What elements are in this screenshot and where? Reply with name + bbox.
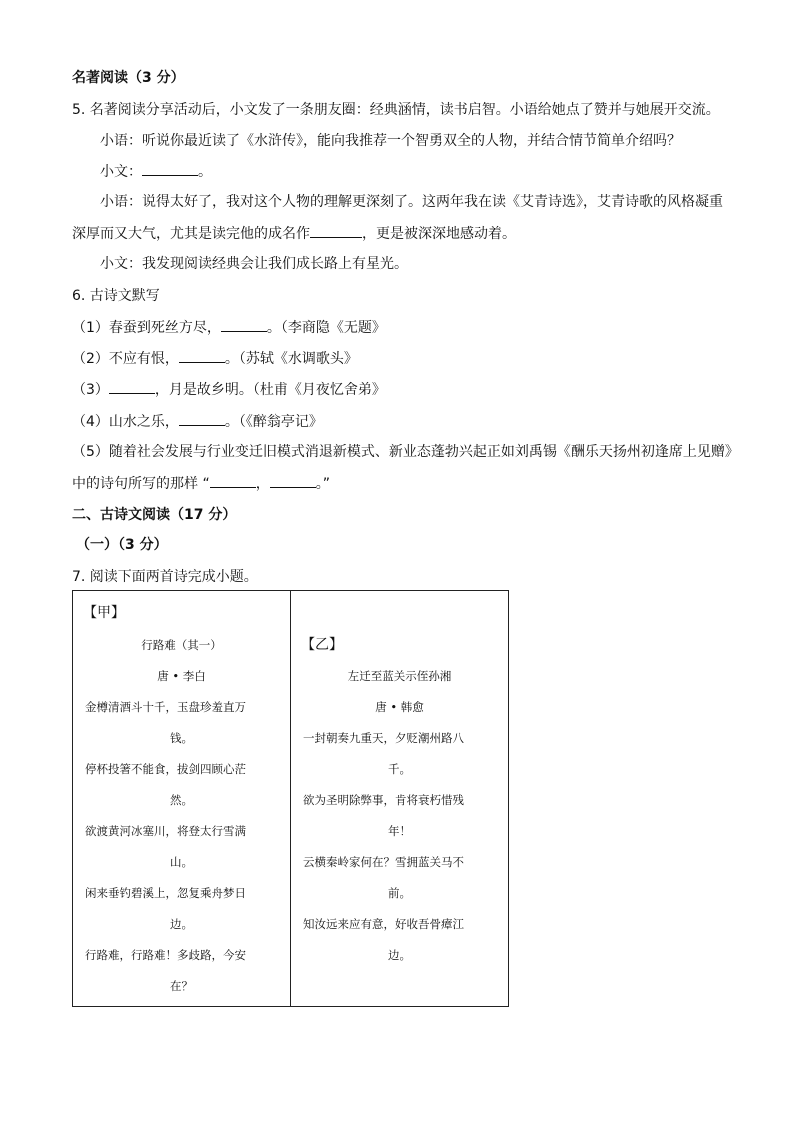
poem-b-cell bbox=[291, 591, 508, 1006]
answer-blank[interactable] bbox=[221, 317, 267, 332]
poem-b-author: 唐 • 韩愈 bbox=[375, 700, 424, 714]
section-heading-poetry: 二、古诗文阅读（17 分） bbox=[72, 507, 237, 523]
q6-item-2-suffix: 。（苏轼《水调歌头》 bbox=[224, 351, 358, 367]
answer-blank[interactable] bbox=[142, 161, 198, 176]
poem-a-line: 山。 bbox=[170, 855, 193, 869]
q6-item-2-prefix: （2）不应有恨， bbox=[72, 351, 179, 367]
q5-xiaoyu-2-prefix: 深厚而又大气，尤其是读完他的成名作 bbox=[72, 226, 310, 242]
poem-a-line: 然。 bbox=[170, 793, 193, 807]
q7-stem: 7. 阅读下面两首诗完成小题。 bbox=[72, 569, 258, 585]
q6-item-3-suffix: ，月是故乡明。（杜甫《月夜忆舍弟》 bbox=[154, 382, 386, 398]
q5-dialogue-xiaoyu-1: 小语：听说你最近读了《水浒传》，能向我推荐一个智勇双全的人物，并结合情节简单介绍吗？ bbox=[100, 133, 681, 149]
q6-item-5-mid: ， bbox=[255, 476, 270, 492]
poem-a-cell bbox=[73, 591, 290, 1006]
poem-b-line: 边。 bbox=[388, 948, 411, 962]
poem-a-tag: 【甲】 bbox=[83, 605, 125, 621]
poem-b-line: 前。 bbox=[388, 886, 411, 900]
subsection-heading: （一）（3 分） bbox=[76, 537, 168, 553]
q5-xiaoyu-2-suffix: ，更是被深深地感动着。 bbox=[362, 226, 516, 242]
q6-item-2 bbox=[72, 348, 358, 369]
q5-dialogue-xiaoyu-2-line2 bbox=[72, 223, 516, 244]
q6-item-5-prefix: 中的诗句所写的那样 “ bbox=[72, 476, 210, 492]
poem-a-author: 唐 • 李白 bbox=[157, 669, 206, 683]
poem-a-line: 金樽清酒斗十千，玉盘珍羞直万 bbox=[85, 700, 246, 714]
q5-dialogue-xiaowen-2: 小文：我发现阅读经典会让我们成长路上有星光。 bbox=[100, 256, 408, 272]
poem-a-line: 在？ bbox=[170, 979, 193, 993]
q6-item-4-suffix: 。（《醉翁亭记》 bbox=[224, 414, 323, 430]
poem-a-line: 钱。 bbox=[170, 731, 193, 745]
section-heading-classics: 名著阅读（3 分） bbox=[72, 70, 185, 86]
poem-a-line: 停杯投箸不能食，拔剑四顾心茫 bbox=[85, 762, 246, 776]
poem-b-line: 一封朝奏九重天，夕贬潮州路八 bbox=[303, 731, 464, 745]
q6-item-3 bbox=[72, 379, 386, 400]
poem-a-line: 边。 bbox=[170, 917, 193, 931]
poem-a-title: 行路难（其一） bbox=[141, 638, 222, 652]
q6-item-1-suffix: 。（李商隐《无题》 bbox=[266, 320, 386, 336]
poem-b-line: 千。 bbox=[388, 762, 411, 776]
q5-xiaowen-1-suffix: 。 bbox=[198, 164, 212, 180]
answer-blank[interactable] bbox=[310, 223, 362, 238]
q5-xiaowen-1-prefix: 小文： bbox=[100, 164, 142, 180]
q6-item-5-line1: （5）随着社会发展与行业变迁旧模式消退新模式、新业态蓬勃兴起正如刘禹锡《酬乐天扬州初逢席上见赠》 bbox=[72, 444, 739, 460]
poem-b-title: 左迁至蓝关示侄孙湘 bbox=[347, 669, 452, 683]
q5-dialogue-xiaoyu-2-line1: 小语：说得太好了，我对这个人物的理解更深刻了。这两年我在读《艾青诗选》，艾青诗歌的风格凝重 bbox=[100, 194, 723, 210]
poem-comparison-table bbox=[72, 590, 509, 1007]
poem-b-tag: 【乙】 bbox=[301, 637, 343, 653]
q6-item-1 bbox=[72, 317, 386, 338]
poem-b-line: 欲为圣明除弊事，肯将衰朽惜残 bbox=[303, 793, 464, 807]
answer-blank[interactable] bbox=[179, 348, 225, 363]
q5-stem: 5. 名著阅读分享活动后，小文发了一条朋友圈：经典涵情，读书启智。小语给她点了赞并与她展开交流。 bbox=[72, 102, 720, 118]
q6-item-4 bbox=[72, 411, 323, 432]
q5-dialogue-xiaowen-1 bbox=[100, 161, 212, 182]
poem-a-line: 行路难，行路难！多歧路，今安 bbox=[85, 948, 246, 962]
q6-item-5-line2 bbox=[72, 473, 330, 494]
answer-blank[interactable] bbox=[109, 379, 155, 394]
q6-item-4-prefix: （4）山水之乐， bbox=[72, 414, 179, 430]
poem-a-line: 闲来垂钓碧溪上，忽复乘舟梦日 bbox=[85, 886, 246, 900]
poem-b-line: 知汝远来应有意，好收吾骨瘴江 bbox=[303, 917, 464, 931]
q6-stem: 6. 古诗文默写 bbox=[72, 288, 160, 304]
q6-item-3-prefix: （3） bbox=[72, 382, 109, 398]
poem-b-line: 云横秦岭家何在？雪拥蓝关马不 bbox=[303, 855, 464, 869]
poem-a-line: 欲渡黄河冰塞川，将登太行雪满 bbox=[85, 824, 246, 838]
answer-blank[interactable] bbox=[179, 411, 225, 426]
answer-blank[interactable] bbox=[270, 473, 316, 488]
poem-b-line: 年！ bbox=[388, 824, 411, 838]
q6-item-1-prefix: （1）春蚕到死丝方尽， bbox=[72, 320, 221, 336]
answer-blank[interactable] bbox=[210, 473, 256, 488]
q6-item-5-suffix: 。” bbox=[315, 476, 330, 492]
